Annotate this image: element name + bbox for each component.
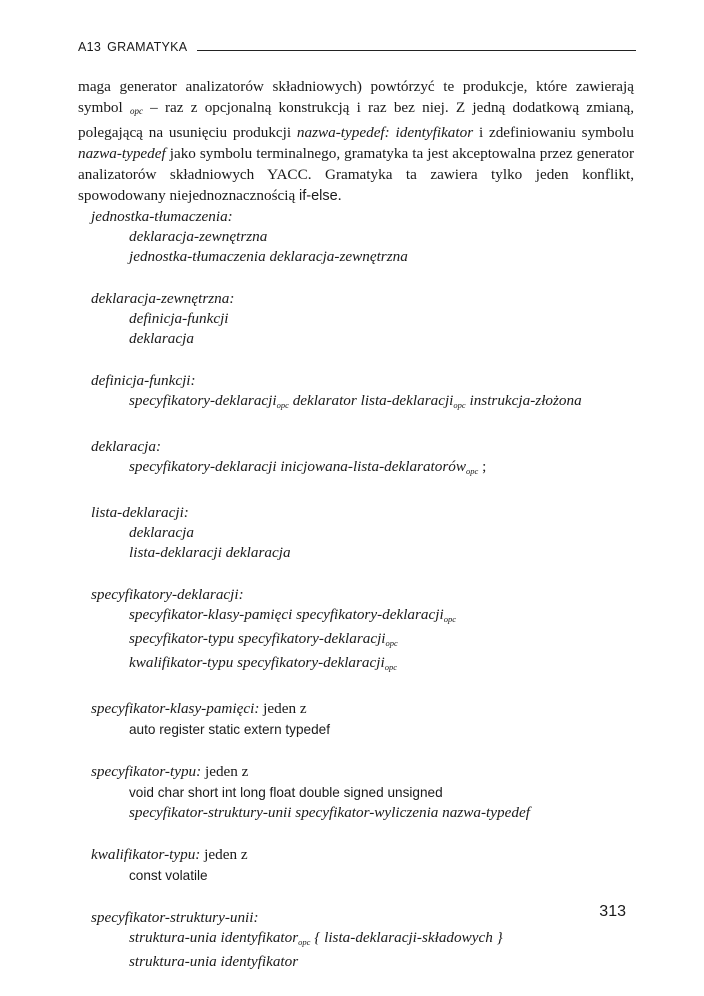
grammar-rule <box>91 502 651 563</box>
rule-lhs: deklaracja-zewnętrzna: <box>91 290 235 307</box>
grammar-rule <box>91 907 651 972</box>
rule-alternative: jednostka-tłumaczenia deklaracja-zewnętrzna <box>129 248 408 265</box>
rule-lhs: definicja-funkcji: <box>91 372 196 389</box>
rule-alternative <box>91 457 651 481</box>
grammar-rule <box>91 584 651 677</box>
rule-alternative: specyfikator-struktury-unii specyfikator-wyliczenia nazwa-typedef <box>129 804 530 821</box>
opc-subscript: opc <box>385 638 398 648</box>
rule-alternative: deklaracja-zewnętrzna <box>129 228 268 245</box>
running-header <box>78 33 636 53</box>
rule-term: specyfikatory-deklaracji inicjowana-lista-deklaratorów <box>129 458 467 475</box>
rule-alternative <box>91 928 651 952</box>
rule-alternative <box>91 653 651 677</box>
header-rule <box>197 50 636 51</box>
grammar-listing <box>91 206 651 993</box>
rule-alternative <box>91 605 651 629</box>
rule-alternative: struktura-unia identyfikator <box>129 953 299 970</box>
grammar-rule <box>91 370 651 415</box>
rule-term: specyfikatory-deklaracji <box>129 392 277 409</box>
grammar-rule <box>91 844 651 886</box>
rule-lhs: deklaracja: <box>91 438 162 455</box>
intro-period: . <box>337 187 342 204</box>
rule-keywords: void char short int long float double signed unsigned <box>129 785 443 800</box>
one-of-label: jeden z <box>263 700 307 717</box>
rule-term: { lista-deklaracji-składowych } <box>314 929 503 946</box>
rule-lhs-term: specyfikator-klasy-pamięci: <box>91 700 260 717</box>
rule-lhs <box>91 844 651 865</box>
rule-alternative: deklaracja <box>129 524 194 541</box>
page-number: 313 <box>599 903 626 920</box>
rule-term: deklarator lista-deklaracji <box>292 392 454 409</box>
intro-paragraph <box>78 76 634 207</box>
semicolon: ; <box>482 458 487 475</box>
intro-if-else-keyword: if-else <box>299 188 338 204</box>
rule-alternative <box>91 629 651 653</box>
rule-alternative: deklaracja <box>129 330 194 347</box>
grammar-rule <box>91 436 651 481</box>
intro-text-4: jako symbolu terminalnego, gramatyka ta jest akceptowalna przez generator analizatorów składniowych YACC. Gramatyka ta zawiera tylko jeden konflikt, spowodowany niejednoznacznością <box>78 145 634 204</box>
opc-subscript: opc <box>298 937 311 947</box>
rule-term: instrukcja-złożona <box>469 392 582 409</box>
opc-subscript: opc <box>453 400 466 410</box>
rule-lhs <box>91 698 651 719</box>
opc-subscript: opc <box>443 614 456 624</box>
rule-alternative <box>91 391 651 415</box>
intro-text-3: i zdefiniowaniu symbolu <box>478 124 634 141</box>
rule-keywords: auto register static extern typedef <box>129 722 330 737</box>
grammar-rule <box>91 698 651 740</box>
rule-alternative: lista-deklaracji deklaracja <box>129 544 291 561</box>
rule-alternative: definicja-funkcji <box>129 310 229 327</box>
opc-subscript: opc <box>129 106 143 116</box>
grammar-rule <box>91 206 651 267</box>
rule-lhs-term: kwalifikator-typu: <box>91 846 201 863</box>
intro-production-term: nazwa-typedef: identyfikator <box>296 124 474 141</box>
rule-term: specyfikator-typu specyfikatory-deklaracji <box>129 630 386 647</box>
rule-keywords: const volatile <box>129 868 208 883</box>
rule-lhs-term: specyfikator-typu: <box>91 763 202 780</box>
rule-lhs: jednostka-tłumaczenia: <box>91 208 233 225</box>
rule-lhs: specyfikator-struktury-unii: <box>91 909 259 926</box>
rule-term: struktura-unia identyfikator <box>129 929 299 946</box>
intro-typedef-term: nazwa-typedef <box>78 145 166 162</box>
rule-lhs: specyfikatory-deklaracji: <box>91 586 244 603</box>
header-section-number: A13 <box>78 39 102 54</box>
rule-lhs <box>91 761 651 782</box>
intro-text-2: – raz z opcjonalną konstrukcją i raz bez niej. Z jedną dodatkową zmianą, polegającą na usunięciu produkcji <box>78 99 635 141</box>
header-title: GRAMATYKA <box>107 39 188 54</box>
grammar-rule <box>91 761 651 823</box>
intro-text-1: maga generator analizatorów składniowych) powtórzyć te produkcje, które zawierają symbol <box>78 78 634 116</box>
one-of-label: jeden z <box>204 763 249 780</box>
header-label <box>78 41 187 54</box>
opc-subscript: opc <box>384 662 397 672</box>
grammar-rule <box>91 288 651 349</box>
opc-subscript: opc <box>276 400 289 410</box>
rule-term: kwalifikator-typu specyfikatory-deklaracji <box>129 654 385 671</box>
rule-lhs: lista-deklaracji: <box>91 504 189 521</box>
opc-subscript: opc <box>466 466 479 476</box>
rule-term: specyfikator-klasy-pamięci specyfikatory-deklaracji <box>129 606 444 623</box>
one-of-label: jeden z <box>204 846 248 863</box>
